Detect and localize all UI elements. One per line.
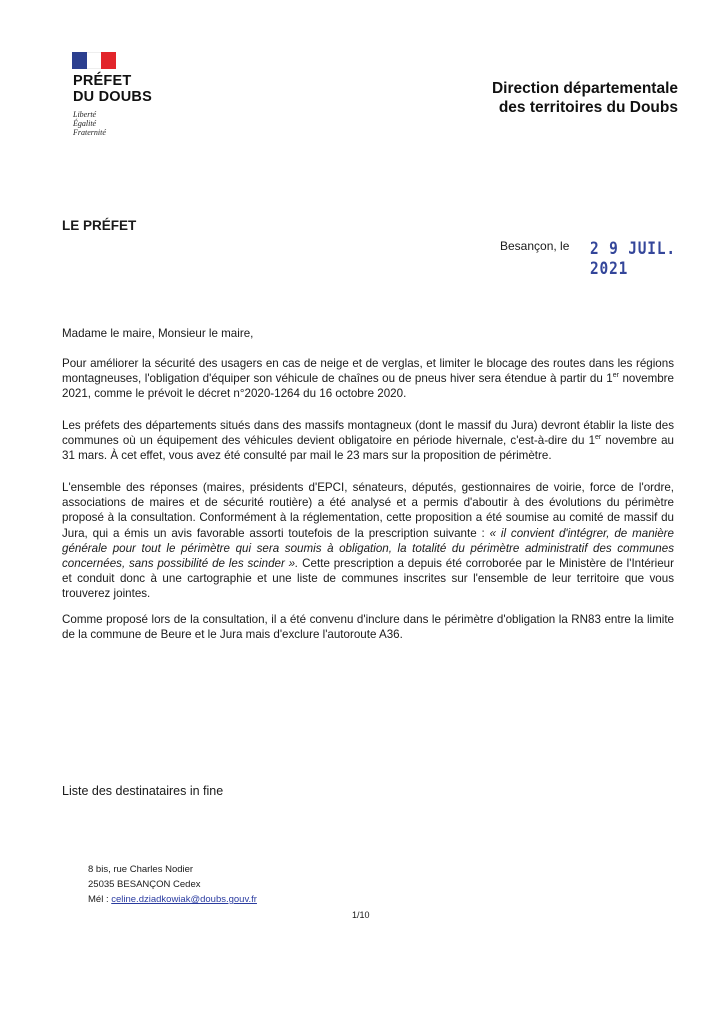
salutation: Madame le maire, Monsieur le maire, bbox=[62, 327, 254, 340]
paragraph-3: L'ensemble des réponses (maires, présidents d'EPCI, sénateurs, députés, gestionnaires de voirie, force de l'ordre, associations de maires et de sécurité routière) a été analysé et a permis d'aboutir à des évolutions du périmètre proposé à la consultation. Conformément à la réglementation, cette proposition a été soumise au comité de massif du Jura, qui a émis un avis favorable assorti toutefois de la prescription suivante : « il convient d'intégrer, de manière générale pour tout le périmètre qui sera soumis à obligation, la totalité du périmètre administratif des communes concernées, sans possibilité de les scinder ». Cette prescription a depuis été corroborée par le Ministère de l'Intérieur et conduit donc à une cartographie et une liste de communes inscrites sur l'ensemble de leur territoire que vous trouverez jointes. bbox=[62, 481, 674, 601]
address-line-2: 25035 BESANÇON Cedex bbox=[88, 879, 201, 890]
recipients-note: Liste des destinataires in fine bbox=[62, 784, 224, 798]
date-city: Besançon, le bbox=[500, 239, 570, 253]
sender-title: LE PRÉFET bbox=[62, 218, 137, 233]
logo-title-line2: DU DOUBS bbox=[73, 89, 152, 105]
motto-fraternite: Fraternité bbox=[73, 128, 106, 137]
date-stamp: 2 9 JUIL. 2021 bbox=[590, 239, 676, 279]
email-link[interactable]: celine.dziadkowiak@doubs.gouv.fr bbox=[111, 894, 257, 905]
motto-egalite: Égalité bbox=[73, 119, 97, 128]
page-number: 1/10 bbox=[352, 910, 370, 920]
paragraph-4: Comme proposé lors de la consultation, il a été convenu d'inclure dans le périmètre d'obligation la RN83 entre la limite de la commune de Beure et le Jura mais d'exclure l'autoroute A36. bbox=[62, 613, 674, 642]
paragraph-2: Les préfets des départements situés dans des massifs montagneux (dont le massif du Jura) devront établir la liste des communes où un équipement des véhicules devient obligatoire en période hivernale, c'est-à-dire du 1er novembre au 31 mars. À cet effet, vous avez été consulté par mail le 23 mars sur la proposition de périmètre. bbox=[62, 419, 674, 463]
direction-title-line1: Direction départementale bbox=[491, 80, 678, 97]
address-mail-line: Mél : celine.dziadkowiak@doubs.gouv.fr bbox=[88, 894, 257, 905]
motto-liberte: Liberté bbox=[73, 110, 97, 119]
direction-title-line2: des territoires du Doubs bbox=[498, 99, 678, 116]
logo-title-line1: PRÉFET bbox=[73, 73, 132, 89]
marianne-flag-logo bbox=[72, 52, 116, 69]
paragraph-1: Pour améliorer la sécurité des usagers en cas de neige et de verglas, et limiter le blocage des routes dans les régions montagneuses, l'obligation d'équiper son véhicule de chaînes ou de pneus hiver sera étendue à partir du 1er novembre 2021, comme le prévoit le décret n°2020-1264 du 16 octobre 2020. bbox=[62, 357, 674, 401]
address-line-1: 8 bis, rue Charles Nodier bbox=[88, 864, 194, 875]
prescription-quote: « il convient d'intégrer, de manière générale pour tout le périmètre qui sera soumis à obligation, la totalité du périmètre administratif des communes concernées, sans possibilité de les scinder ». bbox=[62, 526, 674, 571]
